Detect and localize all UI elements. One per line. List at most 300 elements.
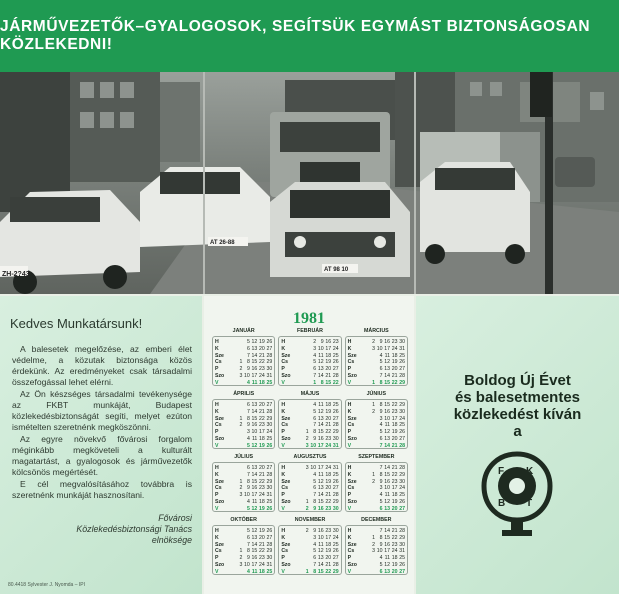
calendar-day: 22	[259, 548, 265, 555]
calendar-month	[212, 391, 275, 449]
calendar-day: 24	[325, 465, 332, 471]
calendar-day: 13	[317, 485, 324, 492]
calendar-day: 8	[379, 471, 383, 478]
calendar-day: 14	[384, 465, 390, 471]
calendar-day: 29	[399, 534, 405, 541]
calendar-day: 17	[251, 561, 258, 568]
calendar-day: 29	[332, 498, 339, 505]
weekday-row	[281, 402, 338, 409]
weekday-row	[281, 429, 338, 436]
month-days	[278, 462, 341, 512]
calendar-day: 24	[259, 561, 265, 568]
weekday-label: P	[215, 366, 219, 373]
calendar-day: 23	[259, 422, 265, 429]
weekday-row	[215, 353, 272, 360]
calendar-day: 9	[379, 408, 383, 415]
calendar-day: 7	[313, 561, 317, 568]
weekday-label: K	[281, 471, 286, 478]
weekday-label: K	[215, 408, 219, 415]
weekday-row	[281, 366, 338, 373]
weekday-row	[348, 359, 405, 366]
month-days	[345, 462, 408, 512]
month-name: ÁPRILIS	[233, 391, 255, 397]
logo-letter-f: F	[498, 466, 505, 477]
month-name: JÚLIUS	[234, 454, 254, 460]
calendar-day: 13	[317, 366, 324, 373]
weekday-row	[348, 373, 405, 380]
calendar-day: 26	[332, 478, 339, 485]
calendar-day: 24	[391, 345, 398, 352]
calendar-day: 4	[246, 379, 250, 386]
weekday-row	[215, 528, 272, 535]
calendar-day: 11	[384, 555, 390, 562]
calendar-day: 1	[372, 534, 375, 541]
calendar-day: 18	[259, 379, 265, 386]
calendar-day: 22	[391, 379, 398, 386]
calendar-day: 4	[313, 471, 317, 478]
weekday-label: V	[215, 379, 219, 386]
calendar-day: 17	[317, 465, 324, 471]
calendar-day: 12	[317, 359, 324, 366]
calendar-day: 23	[391, 408, 398, 415]
calendar-day: 5	[246, 505, 250, 512]
weekday-label: Szo	[347, 561, 357, 568]
calendar-day: 28	[332, 372, 339, 379]
weekday-label: V	[281, 379, 285, 386]
calendar-day: 27	[332, 555, 339, 562]
calendar-day: 18	[325, 352, 332, 359]
calendar-day: 11	[251, 435, 258, 442]
calendar-day: 4	[246, 568, 250, 575]
calendar-day: 25	[332, 541, 339, 548]
calendar-day: 29	[266, 359, 273, 366]
weekday-label: Szo	[281, 498, 291, 505]
calendar-day: 22	[259, 359, 265, 366]
weekday-row	[348, 506, 405, 513]
calendar-day: 2	[239, 422, 243, 429]
calendar-day: 11	[384, 352, 390, 359]
calendar-day: 14	[251, 471, 258, 478]
calendar-day: 1	[313, 379, 317, 386]
weekday-row	[281, 506, 338, 513]
calendar-day: 18	[325, 402, 332, 408]
calendar-day: 17	[325, 345, 332, 352]
weekday-row	[215, 479, 272, 486]
weekday-row	[215, 562, 272, 569]
calendar-day: 21	[391, 465, 398, 471]
calendar-day: 16	[317, 435, 324, 442]
month-days	[345, 336, 408, 386]
calendar-day: 12	[384, 359, 390, 366]
calendar-day: 30	[266, 485, 273, 492]
weekday-label: V	[347, 505, 352, 512]
calendar-day: 26	[399, 498, 405, 505]
weekday-row	[281, 353, 338, 360]
calendar-day: 2	[372, 408, 375, 415]
signature-line: Fővárosi	[158, 513, 192, 523]
calendar-day: 8	[246, 548, 250, 555]
street-photo	[0, 72, 619, 294]
calendar-day: 19	[325, 359, 332, 366]
calendar-day: 27	[399, 435, 405, 442]
calendar-day: 7	[379, 442, 383, 449]
calendar-day: 20	[259, 345, 265, 352]
calendar-day: 25	[399, 352, 405, 359]
weekday-row	[215, 373, 272, 380]
calendar-panel	[204, 296, 414, 594]
calendar-day: 7	[313, 422, 317, 429]
calendar-day: 20	[325, 415, 332, 422]
month-days	[278, 525, 341, 575]
weekday-label: Sze	[215, 352, 224, 359]
calendar-day: 27	[332, 485, 339, 492]
signature	[12, 513, 192, 546]
calendar-day: 19	[391, 561, 398, 568]
calendar-day: 7	[246, 471, 250, 478]
calendar-day: 5	[246, 339, 250, 345]
calendar-day: 21	[259, 408, 265, 415]
calendar-day: 11	[251, 498, 258, 505]
weekday-label: K	[281, 408, 286, 415]
calendar-day: 3	[372, 345, 375, 352]
calendar-day: 22	[259, 478, 265, 485]
calendar-day: 13	[251, 534, 258, 541]
month-name: MÁRCIUS	[363, 328, 389, 334]
calendar-day: 7	[313, 372, 317, 379]
calendar-day: 23	[325, 435, 332, 442]
calendar-day: 31	[399, 345, 405, 352]
calendar-day: 16	[384, 339, 390, 345]
calendar-day: 12	[384, 429, 390, 436]
weekday-label: Szo	[347, 435, 357, 442]
calendar-day: 1	[372, 471, 375, 478]
weekday-label: V	[281, 568, 285, 575]
weekday-label: H	[347, 528, 352, 534]
calendar-day: 26	[399, 429, 405, 436]
logo-letter-b: B	[498, 498, 506, 509]
calendar-day: 10	[310, 442, 317, 449]
calendar-day: 20	[391, 568, 398, 575]
weekday-label: Cs	[281, 485, 288, 492]
weekday-label: Cs	[215, 485, 222, 492]
calendar-year: 1981	[293, 310, 325, 327]
calendar-day: 24	[399, 485, 405, 492]
calendar-day: 8	[246, 478, 250, 485]
calendar-day: 6	[379, 505, 383, 512]
weekday-row	[215, 346, 272, 353]
calendar-day: 24	[266, 429, 273, 436]
calendar-day: 21	[391, 372, 398, 379]
calendar-day: 15	[325, 379, 332, 386]
weekday-row	[215, 416, 272, 423]
weekday-label: V	[215, 442, 219, 449]
calendar-day: 26	[332, 548, 339, 555]
calendar-day: 20	[259, 534, 265, 541]
calendar-day: 12	[317, 408, 324, 415]
weekday-label: K	[347, 534, 352, 541]
calendar-day: 6	[379, 568, 383, 575]
calendar-day: 4	[313, 352, 317, 359]
month-name: SZEPTEMBER	[358, 454, 395, 460]
calendar-day: 19	[325, 478, 332, 485]
weekday-label: Szo	[281, 435, 291, 442]
new-year-wish	[416, 372, 619, 440]
calendar-day: 28	[266, 352, 273, 359]
weekday-row	[281, 472, 338, 479]
calendar-day: 19	[259, 505, 265, 512]
calendar-day: 4	[379, 492, 383, 499]
calendar-day: 27	[266, 465, 273, 471]
weekday-label: K	[215, 345, 219, 352]
weekday-label: Cs	[347, 422, 355, 429]
car-left	[0, 190, 140, 294]
calendar-day: 16	[317, 528, 324, 534]
calendar-month	[345, 517, 408, 575]
weekday-row	[348, 436, 405, 443]
weekday-label: H	[215, 402, 219, 408]
calendar-day: 13	[384, 568, 390, 575]
weekday-label: H	[281, 465, 286, 471]
weekday-row	[215, 555, 272, 562]
logo-letter-k: K	[526, 466, 534, 477]
calendar-day: 16	[251, 555, 258, 562]
calendar-day: 15	[317, 429, 324, 436]
car-far-right	[555, 157, 595, 187]
calendar-day: 13	[384, 505, 390, 512]
weekday-label: P	[347, 429, 352, 436]
calendar-day: 20	[325, 485, 332, 492]
car-center	[270, 182, 410, 277]
calendar-day: 10	[251, 429, 258, 436]
weekday-label: Cs	[347, 548, 355, 555]
weekday-row	[215, 506, 272, 513]
calendar-day: 19	[259, 528, 265, 534]
weekday-row	[348, 409, 405, 416]
calendar-day: 14	[384, 528, 390, 534]
weekday-label: Sze	[281, 352, 291, 359]
calendar-day: 9	[246, 366, 250, 373]
calendar-day: 21	[325, 561, 332, 568]
calendar-day: 6	[246, 402, 250, 408]
weekday-label: P	[281, 555, 285, 562]
calendar-day: 23	[259, 485, 265, 492]
calendar-day: 23	[332, 339, 339, 345]
calendar-day: 30	[266, 555, 273, 562]
calendar-day: 10	[244, 492, 250, 499]
weekday-row	[215, 472, 272, 479]
calendar-day: 26	[399, 561, 405, 568]
calendar-day: 9	[246, 422, 250, 429]
weekday-row	[215, 380, 272, 387]
weekday-label: Szo	[215, 498, 225, 505]
calendar-day: 10	[317, 534, 324, 541]
calendar-day: 13	[251, 402, 258, 408]
calendar-day: 13	[251, 345, 258, 352]
calendar-day: 14	[317, 372, 324, 379]
calendar-day: 20	[259, 402, 265, 408]
calendar-day: 14	[384, 372, 390, 379]
calendar-day: 27	[332, 366, 339, 373]
calendar-day: 19	[391, 359, 398, 366]
calendar-day: 2	[372, 339, 375, 345]
weekday-row	[215, 569, 272, 576]
weekday-label: Szo	[281, 561, 291, 568]
calendar-day: 22	[259, 415, 265, 422]
calendar-day: 6	[313, 366, 317, 373]
weekday-row	[348, 422, 405, 429]
calendar-day: 27	[332, 415, 339, 422]
weekday-label: H	[215, 465, 219, 471]
weekday-row	[281, 555, 338, 562]
calendar-day: 25	[332, 402, 339, 408]
calendar-day: 4	[313, 402, 317, 408]
calendar-day: 21	[259, 471, 265, 478]
weekday-row	[281, 542, 338, 549]
weekday-label: K	[347, 408, 352, 415]
calendar-day: 13	[384, 435, 390, 442]
weekday-row	[281, 436, 338, 443]
calendar-month	[212, 328, 275, 386]
calendar-day: 27	[399, 568, 405, 575]
calendar-day: 21	[391, 528, 398, 534]
calendar-day: 4	[246, 498, 250, 505]
calendar-day: 25	[399, 422, 405, 429]
month-name: FEBRUÁR	[297, 328, 323, 334]
calendar-day: 2	[239, 366, 243, 373]
calendar-day: 29	[399, 402, 405, 408]
weekday-label: P	[347, 366, 352, 373]
weekday-label: Sze	[347, 415, 357, 422]
weekday-label: Cs	[215, 359, 222, 366]
calendar-day: 29	[399, 471, 405, 478]
calendar-day: 5	[379, 498, 383, 505]
letter-paragraph: A balesetek megelőzése, az emberi élet védelme, a közutak biztonsága közös érdekünk. Az eredményeket csak társadalmi összefogással lehet elérni.	[12, 344, 192, 387]
weekday-label: Sze	[347, 541, 357, 548]
calendar-day: 5	[313, 478, 317, 485]
calendar-day: 6	[246, 534, 250, 541]
calendar-day: 10	[384, 415, 390, 422]
calendar-day: 15	[251, 415, 258, 422]
weekday-label: Cs	[347, 359, 355, 366]
weekday-label: V	[281, 442, 285, 449]
weekday-row	[281, 443, 338, 450]
calendar-day: 2	[305, 505, 309, 512]
calendar-day: 1	[305, 568, 309, 575]
calendar-day: 5	[313, 359, 317, 366]
weekday-label: Cs	[281, 548, 288, 555]
calendar-day: 2	[313, 339, 317, 345]
weekday-label: Cs	[281, 422, 288, 429]
calendar-day: 18	[391, 492, 398, 499]
wish-line: közlekedést kíván	[453, 406, 582, 423]
calendar-day: 30	[332, 505, 339, 512]
calendar-day: 22	[325, 568, 332, 575]
calendar-day: 17	[325, 534, 332, 541]
calendar-day: 21	[259, 352, 265, 359]
calendar-day: 3	[372, 548, 375, 555]
month-name: OKTÓBER	[230, 517, 257, 523]
calendar-day: 9	[246, 555, 250, 562]
calendar-day: 7	[246, 541, 250, 548]
weekday-row	[281, 359, 338, 366]
traffic-scene-illustration	[0, 72, 619, 294]
calendar-day: 14	[317, 422, 324, 429]
calendar-day: 7	[246, 408, 250, 415]
calendar-day: 28	[399, 465, 405, 471]
weekday-label: Cs	[281, 359, 288, 366]
weekday-label: Cs	[215, 422, 222, 429]
month-name: JÚNIUS	[366, 391, 387, 397]
weekday-label: K	[281, 345, 286, 352]
weekday-row	[348, 443, 405, 450]
calendar-day: 25	[266, 498, 273, 505]
calendar-day: 25	[399, 555, 405, 562]
calendar-day: 7	[379, 372, 383, 379]
calendar-day: 8	[379, 534, 383, 541]
calendar-day: 11	[384, 492, 390, 499]
calendar-day: 21	[325, 422, 332, 429]
weekday-label: H	[347, 402, 352, 408]
calendar-day: 1	[239, 548, 243, 555]
calendar-day: 26	[399, 359, 405, 366]
calendar-day: 15	[384, 379, 390, 386]
calendar-day: 18	[391, 555, 398, 562]
calendar-month	[212, 454, 275, 512]
calendar-day: 15	[384, 402, 390, 408]
weekday-row	[348, 416, 405, 423]
calendar-day: 26	[332, 408, 339, 415]
weekday-row	[215, 492, 272, 499]
wish-panel	[416, 296, 619, 594]
calendar-day: 13	[251, 465, 258, 471]
weekday-label: Sze	[281, 541, 291, 548]
calendar-day: 17	[391, 485, 398, 492]
calendar-day: 27	[399, 505, 405, 512]
calendar-day: 9	[246, 485, 250, 492]
calendar-day: 24	[259, 372, 265, 379]
calendar-day: 9	[379, 478, 383, 485]
calendar-day: 30	[399, 541, 405, 548]
calendar-day: 20	[325, 555, 332, 562]
weekday-row	[281, 492, 338, 499]
calendar-day: 16	[251, 485, 258, 492]
calendar-day: 29	[399, 379, 405, 386]
plate-mid: AT 26-88	[210, 240, 235, 246]
calendar-day: 22	[332, 379, 339, 386]
calendar-day: 24	[325, 442, 332, 449]
weekday-label: Sze	[215, 541, 224, 548]
calendar-day: 11	[384, 422, 390, 429]
calendar-day: 25	[266, 435, 273, 442]
calendar-day: 17	[251, 372, 258, 379]
month-name: NOVEMBER	[294, 517, 326, 523]
calendar-day: 24	[399, 415, 405, 422]
calendar-day: 17	[259, 429, 265, 436]
calendar-day: 28	[266, 471, 273, 478]
calendar-day: 17	[391, 415, 398, 422]
weekday-row	[348, 528, 405, 535]
signature-line: elnöksége	[151, 535, 192, 545]
calendar-day: 5	[379, 359, 383, 366]
weekday-label: H	[215, 528, 219, 534]
calendar-day: 18	[259, 435, 265, 442]
calendar-month	[345, 454, 408, 512]
calendar-day: 30	[399, 408, 405, 415]
weekday-row	[215, 429, 272, 436]
letter-paragraph: E cél megvalósításához továbbra is szeretnénk munkáját hasznosítani.	[12, 479, 192, 500]
calendar-day: 7	[379, 465, 383, 471]
wish-line: a	[513, 423, 522, 440]
